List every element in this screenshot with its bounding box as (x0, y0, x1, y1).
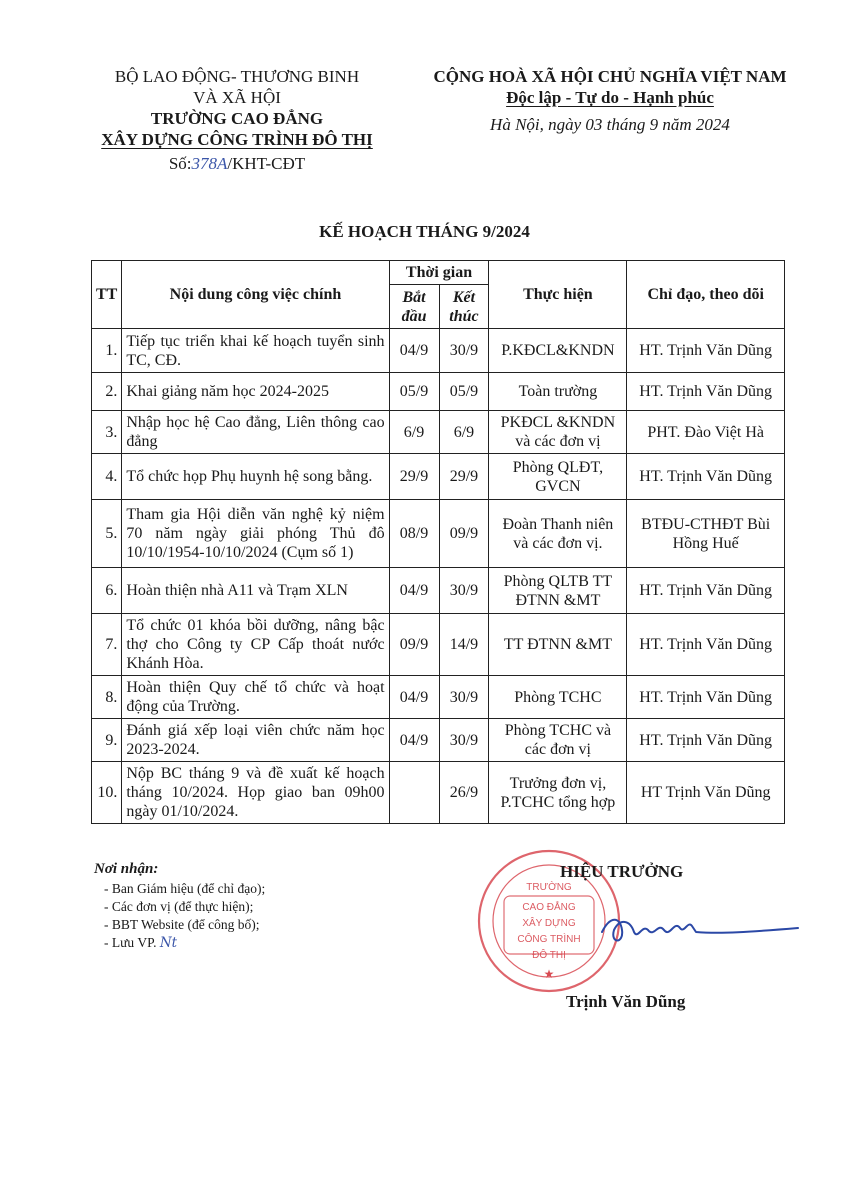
national-header (410, 66, 810, 135)
table-row (92, 762, 785, 824)
end-date-cell: 05/9 (439, 373, 489, 411)
header-tt: TT (92, 261, 122, 329)
recipient-item: - Ban Giám hiệu (để chỉ đạo); (104, 881, 266, 896)
supervisor-cell: HT. Trịnh Văn Dũng (627, 614, 785, 676)
executor-cell: Trưởng đơn vị, P.TCHC tổng hợp (489, 762, 627, 824)
table-row (92, 500, 785, 568)
start-date-cell: 04/9 (389, 719, 439, 762)
task-content-cell: Tổ chức 01 khóa bồi dưỡng, nâng bậc thợ cho Công ty CP Cấp thoát nước Khánh Hòa. (122, 614, 389, 676)
supervisor-cell: HT. Trịnh Văn Dũng (627, 329, 785, 373)
document-date: Hà Nội, ngày 03 tháng 9 năm 2024 (490, 115, 730, 134)
start-date-cell: 6/9 (389, 411, 439, 454)
signer-name: Trịnh Văn Dũng (566, 992, 686, 1011)
task-content-cell: Khai giảng năm học 2024-2025 (122, 373, 389, 411)
executor-cell: TT ĐTNN &MT (489, 614, 627, 676)
task-content-cell: Đánh giá xếp loại viên chức năm học 2023-2024. (122, 719, 389, 762)
task-content-cell: Nộp BC tháng 9 và đề xuất kế hoạch tháng 10/2024. Họp giao ban 09h00 ngày 01/10/2024. (122, 762, 389, 824)
ministry-line-1: BỘ LAO ĐỘNG- THƯƠNG BINH (114, 67, 360, 86)
nation-name: CỘNG HOÀ XÃ HỘI CHỦ NGHĨA VIỆT NAM (433, 67, 787, 86)
row-number-cell: 7. (92, 614, 122, 676)
header-end: Kết thúc (439, 285, 489, 329)
executor-cell: Toàn trường (489, 373, 627, 411)
header-executor: Thực hiện (489, 261, 627, 329)
header-supervisor: Chỉ đạo, theo dõi (627, 261, 785, 329)
document-number (72, 153, 402, 174)
end-date-cell: 09/9 (439, 500, 489, 568)
end-date-cell: 14/9 (439, 614, 489, 676)
executor-cell: Phòng QLTB TT ĐTNN &MT (489, 568, 627, 614)
handwritten-signature (600, 910, 800, 950)
header-time: Thời gian (389, 261, 489, 285)
supervisor-cell: HT. Trịnh Văn Dũng (627, 454, 785, 500)
table-row (92, 719, 785, 762)
end-date-cell: 6/9 (439, 411, 489, 454)
plan-table-body (92, 329, 785, 824)
start-date-cell: 09/9 (389, 614, 439, 676)
document-number-value: 378A (191, 154, 228, 173)
end-date-cell: 26/9 (439, 762, 489, 824)
executor-cell: Phòng TCHC (489, 676, 627, 719)
supervisor-cell: HT. Trịnh Văn Dũng (627, 373, 785, 411)
document-number-prefix: Số: (168, 154, 192, 173)
issuing-authority (72, 66, 402, 174)
task-content-cell: Tiếp tục triển khai kế hoạch tuyển sinh TC, CĐ. (122, 329, 389, 373)
task-content-cell: Hoàn thiện Quy chế tổ chức và hoạt động của Trường. (122, 676, 389, 719)
row-number-cell: 1. (92, 329, 122, 373)
start-date-cell (389, 762, 439, 824)
table-row (92, 329, 785, 373)
table-row (92, 614, 785, 676)
recipient-item: - Các đơn vị (để thực hiện); (104, 899, 254, 914)
header-start: Bắt đầu (389, 285, 439, 329)
supervisor-cell: BTĐU-CTHĐT Bùi Hồng Huế (627, 500, 785, 568)
end-date-cell: 30/9 (439, 329, 489, 373)
start-date-cell: 08/9 (389, 500, 439, 568)
start-date-cell: 29/9 (389, 454, 439, 500)
document-number-suffix: /KHT-CĐT (227, 154, 306, 173)
end-date-cell: 29/9 (439, 454, 489, 500)
table-row (92, 568, 785, 614)
executor-cell: Phòng TCHC và các đơn vị (489, 719, 627, 762)
handwritten-initial: Nt (159, 935, 178, 951)
start-date-cell: 04/9 (389, 676, 439, 719)
supervisor-cell: HT. Trịnh Văn Dũng (627, 568, 785, 614)
table-row (92, 373, 785, 411)
header-content: Nội dung công việc chính (122, 261, 389, 329)
recipient-item (94, 934, 424, 952)
recipient-item-text: - Lưu VP. (104, 935, 157, 950)
executor-cell: PKĐCL &KNDN và các đơn vị (489, 411, 627, 454)
school-name-line-2: XÂY DỰNG CÔNG TRÌNH ĐÔ THỊ (101, 130, 373, 149)
school-name-line-1: TRƯỜNG CAO ĐẲNG (150, 109, 324, 128)
recipient-item: - BBT Website (để công bố); (104, 917, 260, 932)
supervisor-cell: HT. Trịnh Văn Dũng (627, 719, 785, 762)
document-title: KẾ HOẠCH THÁNG 9/2024 (319, 222, 530, 241)
row-number-cell: 8. (92, 676, 122, 719)
row-number-cell: 9. (92, 719, 122, 762)
end-date-cell: 30/9 (439, 676, 489, 719)
executor-cell: Đoàn Thanh niên và các đơn vị. (489, 500, 627, 568)
row-number-cell: 5. (92, 500, 122, 568)
end-date-cell: 30/9 (439, 568, 489, 614)
recipients-block (94, 860, 424, 952)
task-content-cell: Tổ chức họp Phụ huynh hệ song bằng. (122, 454, 389, 500)
row-number-cell: 10. (92, 762, 122, 824)
signature-title: HIỆU TRƯỞNG (560, 862, 684, 881)
task-content-cell: Tham gia Hội diễn văn nghệ kỷ niệm 70 năm ngày giải phóng Thủ đô 10/10/1954-10/10/2024 (Cụm số 1) (122, 500, 389, 568)
row-number-cell: 6. (92, 568, 122, 614)
task-content-cell: Hoàn thiện nhà A11 và Trạm XLN (122, 568, 389, 614)
supervisor-cell: PHT. Đào Việt Hà (627, 411, 785, 454)
row-number-cell: 4. (92, 454, 122, 500)
task-content-cell: Nhập học hệ Cao đẳng, Liên thông cao đẳng (122, 411, 389, 454)
supervisor-cell: HT Trịnh Văn Dũng (627, 762, 785, 824)
table-row (92, 454, 785, 500)
executor-cell: P.KĐCL&KNDN (489, 329, 627, 373)
recipients-heading: Nơi nhận: (94, 861, 159, 877)
table-row (92, 676, 785, 719)
executor-cell: Phòng QLĐT, GVCN (489, 454, 627, 500)
start-date-cell: 04/9 (389, 329, 439, 373)
svg-text:TRƯỜNGCAO ĐẲNGXÂY DỰNGCÔNG TRÌ: TRƯỜNG CAO ĐẲNG XÂY DỰNG CÔNG TRÌNH ĐÔ THỊ (517, 882, 581, 961)
row-number-cell: 2. (92, 373, 122, 411)
svg-text:★: ★ (543, 967, 555, 981)
supervisor-cell: HT. Trịnh Văn Dũng (627, 676, 785, 719)
ministry-line-2: VÀ XÃ HỘI (193, 88, 281, 107)
table-row (92, 411, 785, 454)
start-date-cell: 04/9 (389, 568, 439, 614)
end-date-cell: 30/9 (439, 719, 489, 762)
plan-table (91, 260, 785, 824)
row-number-cell: 3. (92, 411, 122, 454)
start-date-cell: 05/9 (389, 373, 439, 411)
national-motto: Độc lập - Tự do - Hạnh phúc (506, 88, 714, 107)
